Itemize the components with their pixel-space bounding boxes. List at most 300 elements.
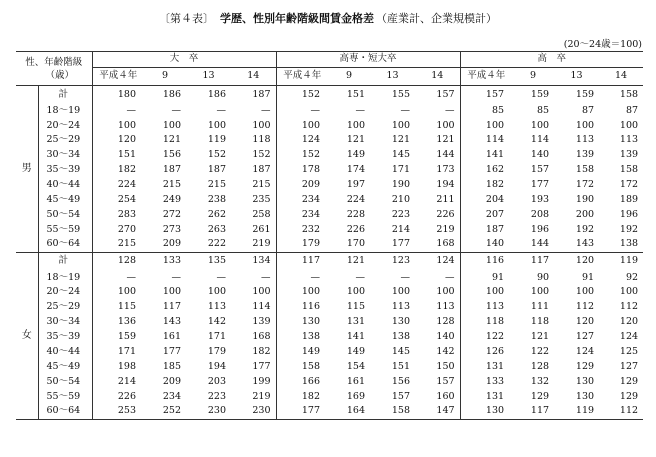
table-row xyxy=(16,270,643,285)
age-group-label: 計 xyxy=(38,252,92,270)
value-cell: 139 xyxy=(252,316,271,328)
value-cell: 238 xyxy=(207,194,227,206)
wage-differential-table xyxy=(16,51,643,420)
value-cell: 262 xyxy=(207,208,227,220)
age-group-label: 45〜49 xyxy=(38,193,92,208)
value-cell: 117 xyxy=(512,404,554,419)
value-cell: 211 xyxy=(436,194,455,206)
value-cell: 152 xyxy=(207,149,227,161)
age-group-label: 25〜29 xyxy=(38,133,92,148)
value-cell: — xyxy=(261,271,271,283)
value-cell: 209 xyxy=(276,178,328,193)
sex-label: 女 xyxy=(16,252,38,419)
table-number: 〔第４表〕 xyxy=(159,12,214,25)
value-cell: 85 xyxy=(460,104,512,119)
value-cell: — xyxy=(355,104,366,116)
value-cell: 133 xyxy=(460,375,512,390)
value-cell: 157 xyxy=(436,375,455,387)
value-cell: 100 xyxy=(346,286,366,298)
value-cell: 122 xyxy=(460,330,512,345)
table-row xyxy=(16,238,643,253)
value-cell: 177 xyxy=(162,346,182,358)
table-row xyxy=(16,300,643,315)
value-cell: — xyxy=(445,271,455,283)
value-cell: 157 xyxy=(460,86,512,104)
value-cell: 157 xyxy=(391,390,411,402)
value-cell: 272 xyxy=(162,208,182,220)
value-cell: 131 xyxy=(460,390,512,405)
age-group-label: 50〜54 xyxy=(38,375,92,390)
value-cell: 149 xyxy=(276,345,328,360)
value-cell: 199 xyxy=(252,375,271,387)
value-cell: 121 xyxy=(162,134,182,146)
age-group-label: 55〜59 xyxy=(38,223,92,238)
value-cell: 190 xyxy=(575,194,595,206)
value-cell: 192 xyxy=(619,223,639,235)
value-cell: 119 xyxy=(207,134,227,146)
value-cell: 261 xyxy=(252,223,271,235)
value-cell: 224 xyxy=(117,179,137,191)
year-header: 9 xyxy=(512,68,554,86)
value-cell: 130 xyxy=(460,404,512,419)
table-row xyxy=(16,104,643,119)
value-cell: 111 xyxy=(530,301,550,313)
value-cell: 149 xyxy=(346,346,366,358)
value-cell: 168 xyxy=(415,238,460,253)
table-row xyxy=(16,193,643,208)
value-cell: 114 xyxy=(460,133,512,148)
table-row xyxy=(16,208,643,223)
value-cell: 159 xyxy=(575,88,595,100)
attribute-header-line1: 性、年齢階級 xyxy=(25,57,83,68)
age-group-label: 50〜54 xyxy=(38,208,92,223)
value-cell: 177 xyxy=(252,360,271,372)
value-cell: 219 xyxy=(252,390,271,402)
value-cell: 100 xyxy=(276,285,328,300)
value-cell: 124 xyxy=(619,331,639,343)
value-cell: 177 xyxy=(370,238,415,253)
value-cell: 114 xyxy=(530,134,550,146)
value-cell: 129 xyxy=(575,360,595,372)
table-row xyxy=(16,360,643,375)
value-cell: 155 xyxy=(391,88,411,100)
value-cell: 100 xyxy=(436,286,455,298)
year-header: 13 xyxy=(370,68,415,86)
age-group-label: 40〜44 xyxy=(38,178,92,193)
value-cell: 154 xyxy=(346,360,366,372)
value-cell: 131 xyxy=(346,316,366,328)
value-cell: — xyxy=(216,271,227,283)
age-group-label: 40〜44 xyxy=(38,345,92,360)
value-cell: 180 xyxy=(117,88,137,100)
age-group-label: 35〜39 xyxy=(38,330,92,345)
value-cell: 144 xyxy=(512,238,554,253)
table-title xyxy=(0,10,656,26)
value-cell: 100 xyxy=(391,119,411,131)
value-cell: 100 xyxy=(117,119,137,131)
value-cell: 129 xyxy=(619,375,639,387)
value-cell: 197 xyxy=(346,179,366,191)
value-cell: 194 xyxy=(436,179,455,191)
value-cell: 116 xyxy=(460,252,512,270)
value-cell: 189 xyxy=(619,194,639,206)
value-cell: 152 xyxy=(252,149,271,161)
value-cell: 249 xyxy=(162,194,182,206)
age-group-label: 35〜39 xyxy=(38,163,92,178)
value-cell: 172 xyxy=(575,179,595,191)
value-cell: 224 xyxy=(346,194,366,206)
value-cell: — xyxy=(126,271,137,283)
value-cell: 118 xyxy=(460,315,512,330)
value-cell: 121 xyxy=(391,134,411,146)
value-cell: 140 xyxy=(460,238,512,253)
sex-label: 男 xyxy=(16,86,38,253)
value-cell: 118 xyxy=(252,134,271,146)
year-header: 14 xyxy=(415,68,460,86)
value-cell: 234 xyxy=(276,208,328,223)
value-cell: 177 xyxy=(276,404,328,419)
value-cell: 138 xyxy=(599,238,643,253)
age-group-label: 45〜49 xyxy=(38,360,92,375)
value-cell: 161 xyxy=(162,331,182,343)
value-cell: 219 xyxy=(231,238,276,253)
value-cell: 158 xyxy=(276,360,328,375)
value-cell: 170 xyxy=(328,238,370,253)
value-cell: 157 xyxy=(436,88,455,100)
value-cell: 152 xyxy=(276,86,328,104)
value-cell: 92 xyxy=(625,271,639,283)
value-cell: 100 xyxy=(276,118,328,133)
value-cell: 174 xyxy=(346,164,366,176)
value-cell: 138 xyxy=(276,330,328,345)
value-cell: 85 xyxy=(536,104,550,116)
value-cell: 207 xyxy=(460,208,512,223)
value-cell: 196 xyxy=(619,208,639,220)
value-cell: 127 xyxy=(575,331,595,343)
value-cell: 100 xyxy=(619,119,639,131)
base-note: (20〜24歳＝100) xyxy=(563,39,642,50)
table-subtitle: （産業計、企業規模計） xyxy=(376,12,497,25)
value-cell: 252 xyxy=(144,404,186,419)
value-cell: 258 xyxy=(252,208,271,220)
value-cell: 133 xyxy=(162,255,182,267)
value-cell: 234 xyxy=(162,390,182,402)
value-cell: 168 xyxy=(252,331,271,343)
value-cell: 179 xyxy=(207,346,227,358)
value-cell: 145 xyxy=(391,149,411,161)
value-cell: 100 xyxy=(460,285,512,300)
value-cell: 100 xyxy=(117,286,137,298)
value-cell: 161 xyxy=(346,375,366,387)
value-cell: 152 xyxy=(276,148,328,163)
value-cell: 112 xyxy=(599,404,643,419)
value-cell: 141 xyxy=(460,148,512,163)
value-cell: 208 xyxy=(530,208,550,220)
value-cell: 151 xyxy=(346,88,366,100)
value-cell: 162 xyxy=(460,163,512,178)
value-cell: 196 xyxy=(530,223,550,235)
value-cell: 179 xyxy=(276,238,328,253)
value-cell: 215 xyxy=(207,179,227,191)
value-cell: 171 xyxy=(391,164,411,176)
value-cell: 125 xyxy=(619,346,639,358)
value-cell: 124 xyxy=(575,346,595,358)
table-row xyxy=(16,390,643,405)
value-cell: 136 xyxy=(117,316,137,328)
value-cell: 270 xyxy=(117,223,137,235)
value-cell: 118 xyxy=(530,316,550,328)
year-header: 14 xyxy=(231,68,276,86)
value-cell: 157 xyxy=(530,164,550,176)
value-cell: 123 xyxy=(391,255,411,267)
value-cell: 187 xyxy=(252,164,271,176)
value-cell: 263 xyxy=(207,223,227,235)
value-cell: 126 xyxy=(460,345,512,360)
value-cell: 100 xyxy=(207,119,227,131)
value-cell: 138 xyxy=(391,331,411,343)
value-cell: 142 xyxy=(436,346,455,358)
value-cell: 198 xyxy=(117,360,137,372)
value-cell: 187 xyxy=(207,164,227,176)
age-group-label: 55〜59 xyxy=(38,390,92,405)
value-cell: 140 xyxy=(530,149,550,161)
value-cell: 209 xyxy=(144,238,186,253)
value-cell: 121 xyxy=(346,134,366,146)
value-cell: 143 xyxy=(554,238,599,253)
age-group-label: 60〜64 xyxy=(38,238,92,253)
value-cell: 178 xyxy=(276,163,328,178)
value-cell: 129 xyxy=(619,390,639,402)
group-header-high-school xyxy=(460,52,643,68)
value-cell: 124 xyxy=(276,133,328,148)
value-cell: 113 xyxy=(575,134,595,146)
value-cell: 144 xyxy=(436,149,455,161)
value-cell: 121 xyxy=(436,134,455,146)
value-cell: 130 xyxy=(276,315,328,330)
table-row xyxy=(16,178,643,193)
value-cell: 203 xyxy=(207,375,227,387)
value-cell: 182 xyxy=(460,178,512,193)
table-row xyxy=(16,223,643,238)
value-cell: 209 xyxy=(162,375,182,387)
value-cell: 150 xyxy=(436,360,455,372)
age-group-label: 計 xyxy=(38,86,92,104)
value-cell: 283 xyxy=(117,208,137,220)
value-cell: 166 xyxy=(276,375,328,390)
value-cell: 100 xyxy=(575,286,595,298)
attribute-header-line2: （歳） xyxy=(45,69,75,81)
value-cell: 87 xyxy=(625,104,639,116)
value-cell: 151 xyxy=(117,149,137,161)
group-label: 高専・短大卒 xyxy=(339,53,397,65)
value-cell: 215 xyxy=(252,179,271,191)
value-cell: 214 xyxy=(117,375,137,387)
value-cell: 149 xyxy=(346,149,366,161)
table-row xyxy=(16,118,643,133)
value-cell: 226 xyxy=(436,208,455,220)
value-cell: 100 xyxy=(530,119,550,131)
table-row xyxy=(16,345,643,360)
value-cell: 253 xyxy=(92,404,144,419)
table-row xyxy=(16,404,643,419)
value-cell: 100 xyxy=(436,119,455,131)
value-cell: 177 xyxy=(530,179,550,191)
value-cell: 158 xyxy=(619,88,639,100)
year-header: 13 xyxy=(554,68,599,86)
value-cell: 226 xyxy=(346,223,366,235)
value-cell: 228 xyxy=(346,208,366,220)
value-cell: — xyxy=(261,104,271,116)
value-cell: — xyxy=(355,271,366,283)
value-cell: 117 xyxy=(276,252,328,270)
value-cell: 117 xyxy=(162,301,182,313)
value-cell: 158 xyxy=(619,164,639,176)
table-row xyxy=(16,315,643,330)
value-cell: 100 xyxy=(575,119,595,131)
value-cell: 214 xyxy=(391,223,411,235)
value-cell: — xyxy=(171,271,182,283)
value-cell: 171 xyxy=(117,346,137,358)
age-group-label: 18〜19 xyxy=(38,270,92,285)
table-row xyxy=(16,133,643,148)
value-cell: 132 xyxy=(530,375,550,387)
value-cell: 113 xyxy=(207,301,227,313)
value-cell: 128 xyxy=(436,316,455,328)
group-label: 高 卒 xyxy=(537,53,567,65)
value-cell: 145 xyxy=(391,346,411,358)
table-main-title: 学歴、性別年齢階級間賃金格差 xyxy=(220,12,374,25)
value-cell: 173 xyxy=(436,164,455,176)
value-cell: 115 xyxy=(346,301,366,313)
value-cell: 121 xyxy=(346,255,366,267)
value-cell: 234 xyxy=(276,193,328,208)
value-cell: — xyxy=(400,271,411,283)
value-cell: 187 xyxy=(460,223,512,238)
value-cell: 223 xyxy=(391,208,411,220)
value-cell: 210 xyxy=(391,194,411,206)
value-cell: 187 xyxy=(162,164,182,176)
value-cell: 100 xyxy=(162,286,182,298)
table-row xyxy=(16,252,643,270)
value-cell: 215 xyxy=(162,179,182,191)
value-cell: 119 xyxy=(619,255,639,267)
value-cell: 235 xyxy=(252,194,271,206)
value-cell: 169 xyxy=(346,390,366,402)
table-row xyxy=(16,86,643,104)
value-cell: 230 xyxy=(231,404,276,419)
value-cell: 135 xyxy=(207,255,227,267)
age-group-label: 20〜24 xyxy=(38,118,92,133)
group-label: 大 卒 xyxy=(169,53,199,65)
value-cell: 182 xyxy=(276,390,328,405)
value-cell: 140 xyxy=(436,331,455,343)
group-header-junior-college xyxy=(276,52,460,68)
value-cell: 190 xyxy=(391,179,411,191)
value-cell: 185 xyxy=(162,360,182,372)
value-cell: 130 xyxy=(575,375,595,387)
value-cell: 139 xyxy=(619,149,639,161)
age-group-label: 18〜19 xyxy=(38,104,92,119)
value-cell: 172 xyxy=(619,179,639,191)
value-cell: 121 xyxy=(530,331,550,343)
value-cell: 158 xyxy=(370,404,415,419)
value-cell: 215 xyxy=(92,238,144,253)
value-cell: 127 xyxy=(619,360,639,372)
value-cell: 142 xyxy=(207,316,227,328)
year-header: 平成４年 xyxy=(460,68,512,86)
value-cell: 113 xyxy=(619,134,639,146)
value-cell: 119 xyxy=(554,404,599,419)
year-header: 9 xyxy=(328,68,370,86)
group-header-university xyxy=(92,52,276,68)
value-cell: 230 xyxy=(186,404,231,419)
value-cell: 141 xyxy=(346,331,366,343)
value-cell: — xyxy=(400,104,411,116)
value-cell: — xyxy=(216,104,227,116)
value-cell: 91 xyxy=(581,271,595,283)
age-group-label: 60〜64 xyxy=(38,404,92,419)
year-header: 14 xyxy=(599,68,643,86)
value-cell: 159 xyxy=(530,88,550,100)
attribute-header xyxy=(16,52,92,86)
value-cell: 223 xyxy=(207,390,227,402)
value-cell: 147 xyxy=(415,404,460,419)
value-cell: 100 xyxy=(460,118,512,133)
value-cell: 193 xyxy=(530,194,550,206)
value-cell: 100 xyxy=(252,119,271,131)
value-cell: 151 xyxy=(391,360,411,372)
value-cell: 159 xyxy=(117,331,137,343)
value-cell: 130 xyxy=(391,316,411,328)
value-cell: 91 xyxy=(460,270,512,285)
value-cell: 87 xyxy=(581,104,595,116)
value-cell: 182 xyxy=(252,346,271,358)
value-cell: 164 xyxy=(328,404,370,419)
value-cell: 122 xyxy=(530,346,550,358)
value-cell: 120 xyxy=(619,316,639,328)
age-group-label: 25〜29 xyxy=(38,300,92,315)
value-cell: 171 xyxy=(207,331,227,343)
value-cell: 232 xyxy=(276,223,328,238)
value-cell: 113 xyxy=(460,300,512,315)
table-row xyxy=(16,330,643,345)
value-cell: 200 xyxy=(575,208,595,220)
value-cell: 120 xyxy=(575,316,595,328)
age-group-label: 30〜34 xyxy=(38,315,92,330)
value-cell: 134 xyxy=(252,255,271,267)
value-cell: 182 xyxy=(117,164,137,176)
table-row xyxy=(16,163,643,178)
value-cell: 100 xyxy=(207,286,227,298)
value-cell: 100 xyxy=(252,286,271,298)
value-cell: 273 xyxy=(162,223,182,235)
year-header: 平成４年 xyxy=(276,68,328,86)
value-cell: — xyxy=(445,104,455,116)
value-cell: 115 xyxy=(117,301,137,313)
value-cell: 222 xyxy=(186,238,231,253)
value-cell: 128 xyxy=(117,255,137,267)
value-cell: 90 xyxy=(536,271,550,283)
value-cell: 186 xyxy=(162,88,182,100)
value-cell: 120 xyxy=(575,255,595,267)
value-cell: 156 xyxy=(391,375,411,387)
value-cell: 116 xyxy=(276,300,328,315)
value-cell: 131 xyxy=(460,360,512,375)
value-cell: 112 xyxy=(575,301,595,313)
table-row xyxy=(16,285,643,300)
value-cell: 117 xyxy=(530,255,550,267)
value-cell: 143 xyxy=(162,316,182,328)
